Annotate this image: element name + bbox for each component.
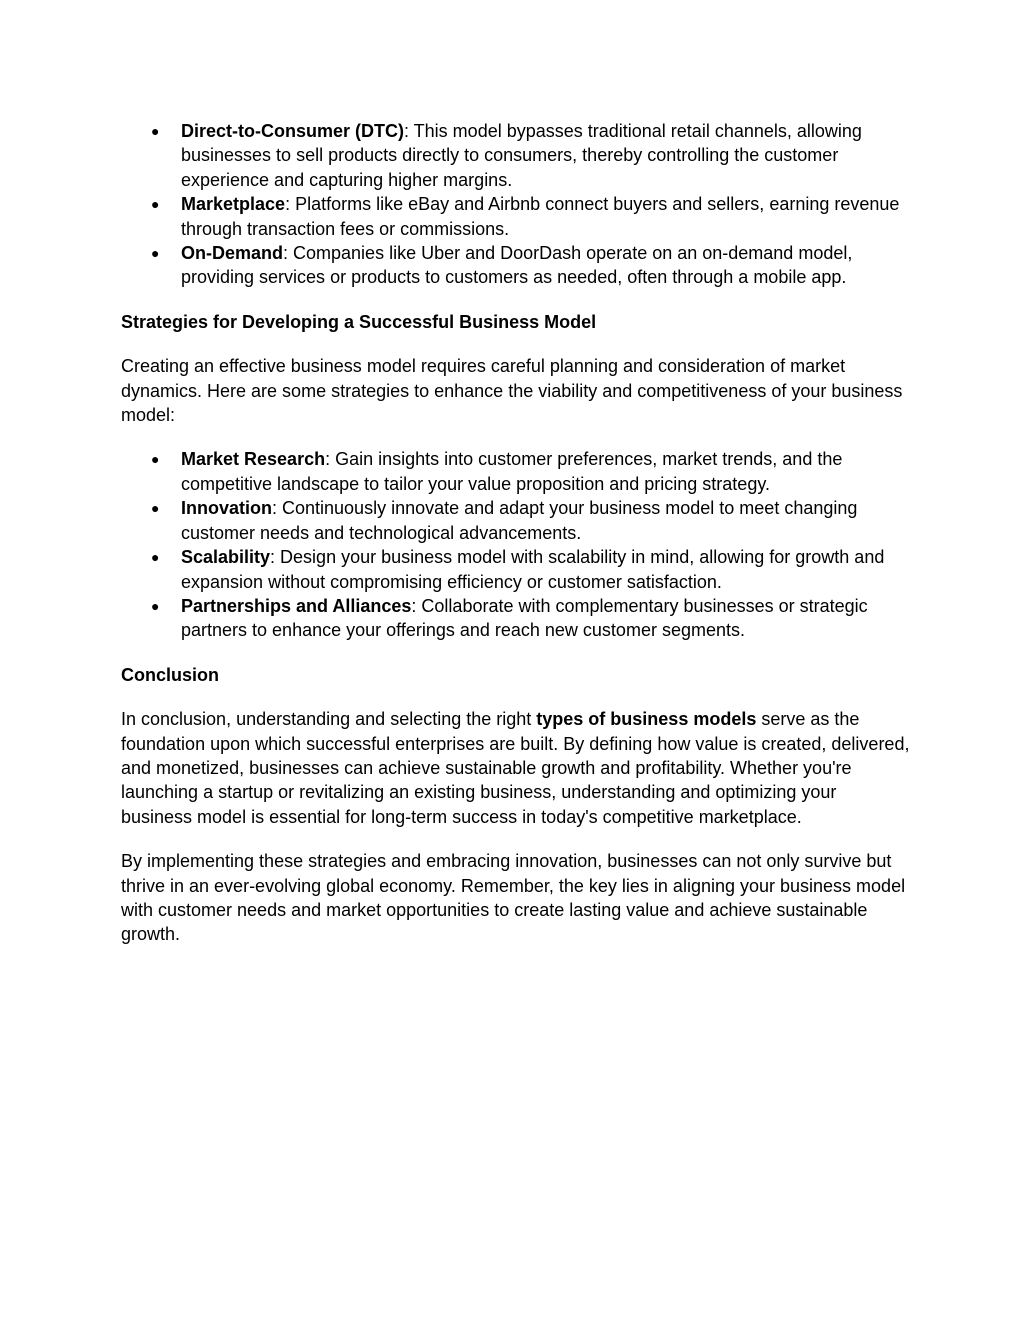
conclusion-paragraph-1 [121, 707, 911, 829]
list-item [151, 594, 911, 643]
list-item-term: Direct-to-Consumer (DTC) [181, 121, 404, 141]
list-item-text: : Continuously innovate and adapt your business model to meet changing customer needs and technological advancements. [181, 498, 858, 543]
conclusion-paragraph-2: By implementing these strategies and embracing innovation, businesses can not only survive but thrive in an ever-evolving global economy. Remember, the key lies in aligning your business model with customer needs and market opportunities to create lasting value and achieve sustainable growth. [121, 851, 906, 945]
list-item-text: : Gain insights into customer preferences, market trends, and the competitive landscape to tailor your value proposition and pricing strategy. [181, 449, 843, 494]
document-content [121, 119, 911, 947]
conclusion-text-end: serve as the foundation upon which successful enterprises are built. By defining how value is created, delivered, and monetized, businesses can achieve sustainable growth and profitability. Whether you're launching a startup or revitalizing an existing business, understanding and optimizing your business model is essential for long-term success in today's competitive marketplace. [121, 709, 910, 827]
list-item [151, 447, 911, 496]
strategies-intro: Creating an effective business model requires careful planning and consideration of market dynamics. Here are some strategies to enhance the viability and competitiveness of your business model: [121, 356, 903, 426]
list-item [151, 545, 911, 594]
list-item-term: Partnerships and Alliances [181, 595, 412, 616]
list-item-text: : Companies like Uber and DoorDash operate on an on-demand model, providing services or products to customers as needed, often through a mobile app. [181, 243, 853, 288]
bullet-icon: ● [151, 549, 160, 566]
list-item-term: Marketplace [181, 194, 286, 215]
list-item [151, 119, 911, 192]
bullet-icon: ● [151, 451, 160, 468]
bullet-icon: ● [151, 123, 160, 139]
list-item-term: Market Research [181, 449, 326, 470]
list-item-text: : Collaborate with complementary businesses or strategic partners to enhance your offerings and reach new customer segments. [181, 595, 868, 641]
bullet-icon: ● [151, 597, 160, 614]
bullet-icon: ● [151, 500, 160, 517]
list-item [151, 496, 911, 545]
strategies-list [121, 447, 911, 642]
list-item-term: Innovation [181, 498, 272, 519]
list-item-text: : This model bypasses traditional retail channels, allowing businesses to sell products directly to consumers, thereby controlling the customer experience and capturing higher margins. [181, 121, 862, 190]
conclusion-text-start: In conclusion, understanding and selecting the right [121, 709, 537, 730]
list-item-text: : Platforms like eBay and Airbnb connect buyers and sellers, earning revenue through transaction fees or commissions. [181, 194, 900, 239]
list-item-term: Scalability [181, 547, 271, 568]
list-item [151, 241, 911, 290]
strategies-heading: Strategies for Developing a Successful Business Model [121, 311, 597, 332]
conclusion-heading: Conclusion [121, 664, 219, 685]
bullet-icon: ● [151, 196, 160, 213]
list-item-term: On-Demand [181, 243, 284, 264]
list-item [151, 192, 911, 241]
conclusion-bold-phrase: types of business models [536, 709, 757, 730]
list-item-text: : Design your business model with scalability in mind, allowing for growth and expansion without compromising efficiency or customer satisfaction. [181, 547, 885, 592]
business-model-types-list [121, 119, 911, 290]
bullet-icon: ● [151, 245, 160, 262]
